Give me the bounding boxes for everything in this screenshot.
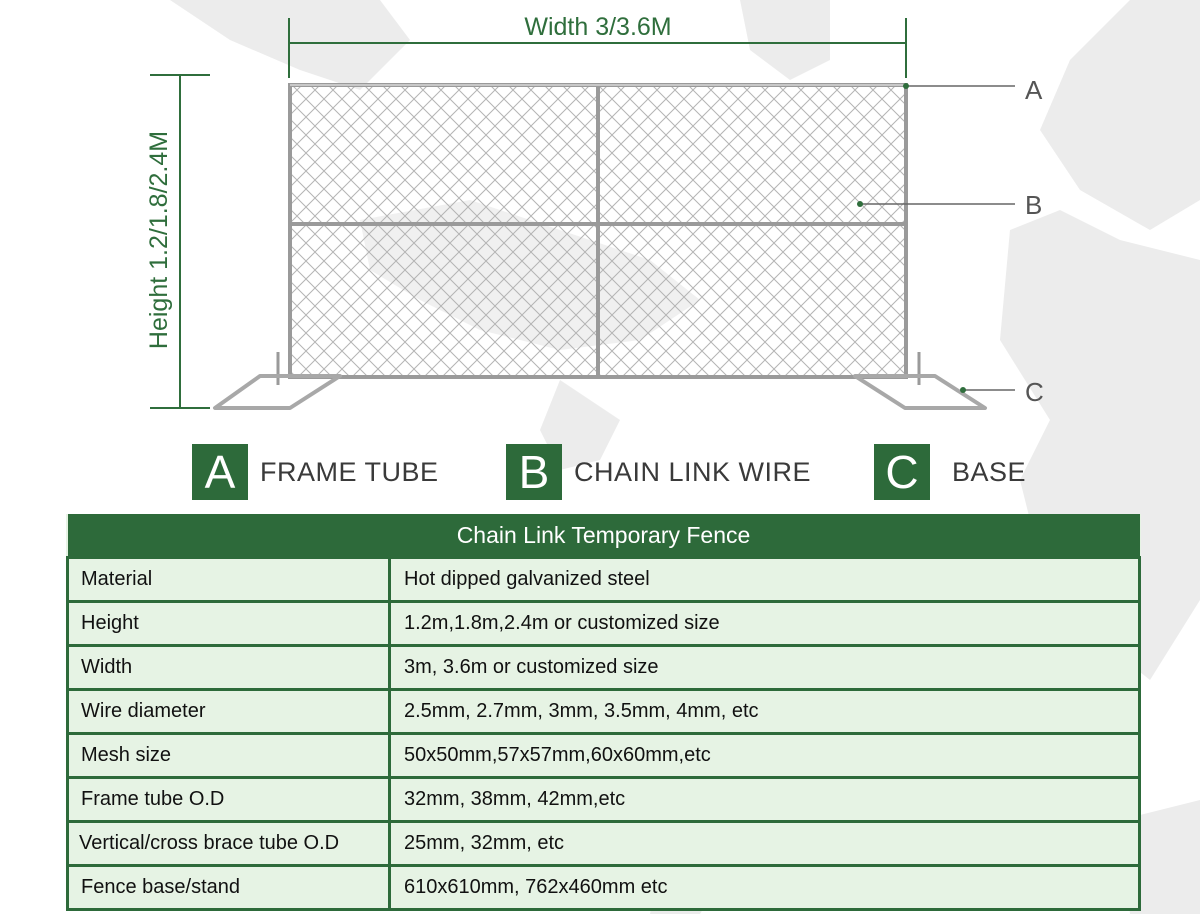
legend-label-c: BASE [952, 456, 1027, 487]
row-value: 32mm, 38mm, 42mm,etc [390, 778, 1140, 822]
legend-letter-c: C [874, 444, 930, 500]
table-row [68, 602, 1140, 646]
legend-label-a: FRAME TUBE [260, 456, 439, 487]
row-label: Wire diameter [68, 690, 390, 734]
fence-bases [215, 376, 985, 408]
table-title: Chain Link Temporary Fence [68, 514, 1140, 558]
row-label: Fence base/stand [68, 866, 390, 910]
row-value: 1.2m,1.8m,2.4m or customized size [390, 602, 1140, 646]
table-row [68, 866, 1140, 910]
row-value: 50x50mm,57x57mm,60x60mm,etc [390, 734, 1140, 778]
fence-diagram [0, 0, 1200, 440]
legend-letter-a: A [192, 444, 248, 500]
legend-item-a [192, 444, 439, 500]
legend-label-b: CHAIN LINK WIRE [574, 456, 812, 487]
legend-letter-b: B [506, 444, 562, 500]
row-label: Mesh size [68, 734, 390, 778]
table-row [68, 646, 1140, 690]
table-row [68, 558, 1140, 602]
width-label: Width 3/3.6M [524, 13, 672, 41]
row-label: Material [68, 558, 390, 602]
row-label: Vertical/cross brace tube O.D [68, 822, 390, 866]
spec-table [66, 514, 1141, 911]
row-value: Hot dipped galvanized steel [390, 558, 1140, 602]
legend-item-c [874, 444, 1026, 500]
height-label: Height 1.2/1.8/2.4M [145, 130, 173, 350]
row-value: 2.5mm, 2.7mm, 3mm, 3.5mm, 4mm, etc [390, 690, 1140, 734]
row-value: 3m, 3.6m or customized size [390, 646, 1140, 690]
callout-c: C [1025, 377, 1044, 407]
table-row [68, 734, 1140, 778]
row-label: Height [68, 602, 390, 646]
table-row [68, 822, 1140, 866]
row-value: 25mm, 32mm, etc [390, 822, 1140, 866]
callout-a: A [1025, 75, 1043, 105]
table-row [68, 778, 1140, 822]
row-label: Frame tube O.D [68, 778, 390, 822]
row-value: 610x610mm, 762x460mm etc [390, 866, 1140, 910]
table-row [68, 690, 1140, 734]
row-label: Width [68, 646, 390, 690]
callout-b: B [1025, 190, 1043, 220]
legend-item-b [506, 444, 811, 500]
